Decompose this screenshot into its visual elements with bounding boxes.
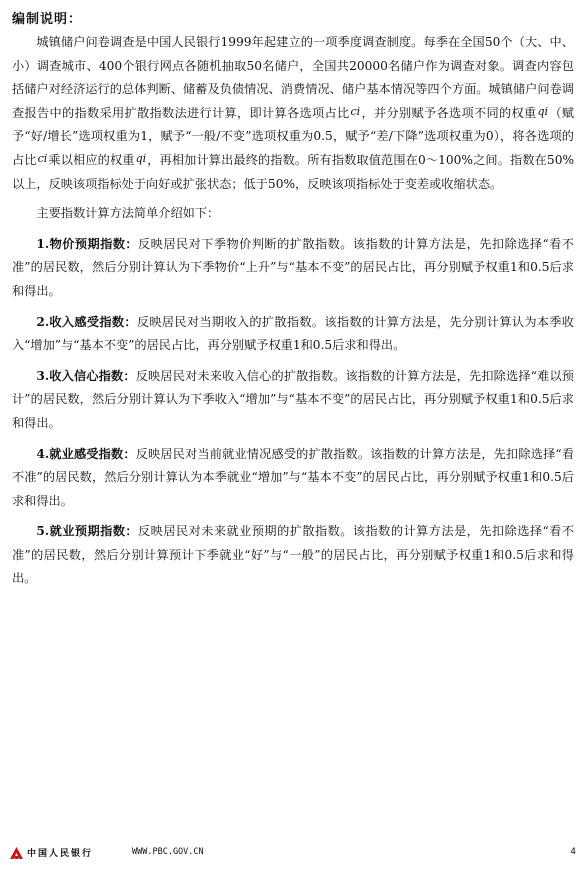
math-symbol-q: qi bbox=[537, 104, 549, 118]
method-item bbox=[12, 520, 574, 591]
pbc-emblem-icon bbox=[10, 847, 23, 859]
document-body bbox=[12, 31, 574, 591]
method-text: 反映居民对当前就业情况感受的扩散指数。该指数的计算方法是，先扣除选择“看不准”的居民数，然后分别计算认为本季就业“增加”与“基本不变”的居民占比，再分别赋予权重1和0.5后求和得出。 bbox=[12, 446, 574, 508]
method-title: 1.物价预期指数： bbox=[36, 236, 139, 251]
method-text: 反映居民对未来就业预期的扩散指数。该指数的计算方法是，先扣除选择“看不准”的居民数，然后分别计算预计下季就业“好”与“一般”的居民占比，再分别赋予权重1和0.5后求和得出。 bbox=[12, 524, 574, 586]
website-url: WWW.PBC.GOV.CN bbox=[132, 847, 204, 857]
method-title: 5.就业预期指数： bbox=[36, 524, 139, 539]
intro-text-4: 乘以相应的权重 bbox=[48, 152, 135, 167]
method-text: 反映居民对下季物价判断的扩散指数。该指数的计算方法是，先扣除选择“看不准”的居民数，然后分别计算认为下季物价“上升”与“基本不变”的居民占比，再分别赋予权重1和0.5后求和得出。 bbox=[12, 236, 574, 298]
method-title: 3.收入信心指数： bbox=[36, 368, 136, 383]
method-text: 反映居民对当期收入的扩散指数。该指数的计算方法是，先分别计算认为本季收入“增加”与“基本不变”的居民占比，再分别赋予权重1和0.5后求和得出。 bbox=[12, 314, 574, 353]
section-heading: 编制说明： bbox=[12, 12, 83, 27]
math-symbol-c: ci bbox=[350, 104, 361, 118]
methods-intro: 主要指数计算方法简单介绍如下： bbox=[36, 206, 220, 221]
intro-text-5: ，再相加计算出最终的指数。所有指数取值范围在0～100%之间。指数在50%以上，反映该项指标处于向好或扩张状态；低于50%，反映该项指标处于变差或收缩状态。 bbox=[12, 152, 575, 191]
method-item bbox=[12, 443, 574, 514]
intro-paragraph bbox=[12, 31, 574, 196]
method-title: 4.就业感受指数： bbox=[36, 446, 136, 461]
intro-text-3: （赋予“好/增长”选项权重为1，赋予“一般/不变”选项权重为0.5，赋予“差/下降”选项权重为0），将各选项的占比 bbox=[12, 105, 575, 167]
pbc-logo bbox=[10, 846, 93, 859]
intro-text-2: ，并分别赋予各选项不同的权重 bbox=[361, 105, 537, 120]
math-symbol-c: ci bbox=[37, 151, 48, 165]
math-symbol-q: qi bbox=[135, 151, 147, 165]
org-name: 中国人民银行 bbox=[27, 849, 94, 859]
method-item bbox=[12, 311, 574, 358]
intro-text-1: 城镇储户问卷调查是中国人民银行1999年起建立的一项季度调查制度。每季在全国50个（大、中、小）调查城市、400个银行网点各随机抽取50名储户，全国共20000名储户作为调查对象。调查内容包括储户对经济运行的总体判断、储蓄及负债情况、消费情况、储户基本情况等四个方面。城镇储户问卷调查报告中的指数采用扩散指数法进行计算，即计算各选项占比 bbox=[12, 35, 574, 120]
method-item bbox=[12, 365, 574, 436]
method-text: 反映居民对未来收入信心的扩散指数。该指数的计算方法是，先扣除选择“难以预计”的居民数，然后分别计算认为下季收入“增加”与“基本不变”的居民占比，再分别赋予权重1和0.5后求和得出。 bbox=[12, 368, 574, 430]
method-title: 2.收入感受指数： bbox=[36, 314, 137, 329]
method-item bbox=[12, 233, 574, 304]
page-footer bbox=[10, 846, 576, 864]
page-number: 4 bbox=[570, 847, 576, 857]
